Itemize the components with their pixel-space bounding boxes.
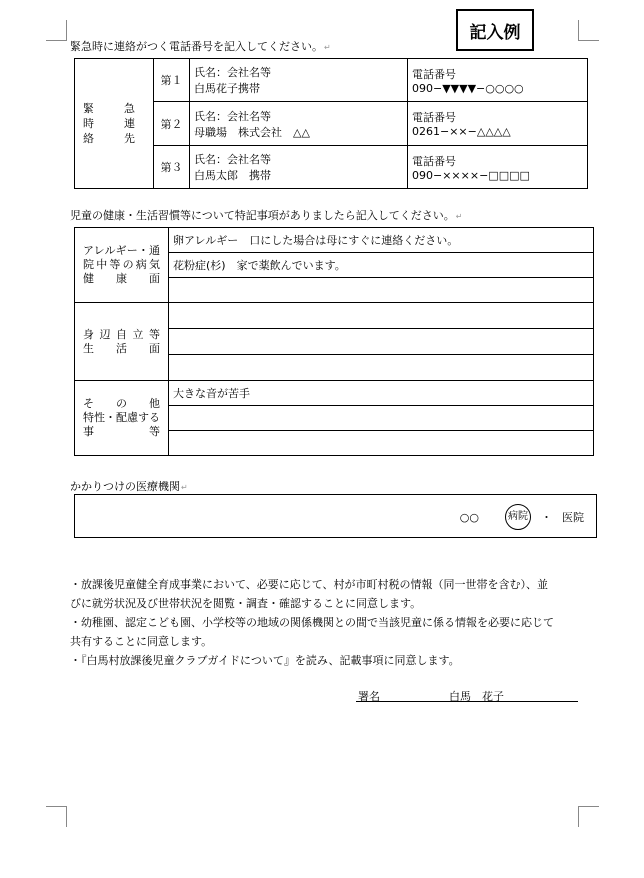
consent-line: ・『白馬村放課後児童クラブガイドについて』を読み、記載事項に同意します。 [70,654,460,667]
clinic-label: かかりつけの医療機関↵ [70,480,188,493]
health-entry[interactable] [169,278,594,303]
crop-mark-bottom-right [578,806,599,827]
other-entry[interactable]: 大きな音が苦手 [169,381,594,406]
health-intro: 児童の健康・生活習慣等について特記事項がありましたら記入してください。↵ [70,209,463,222]
emergency-intro: 緊急時に連絡がつく電話番号を記入してください。↵ [70,40,331,53]
health-category-label: アレルギー・通 院中等の病気 健 康 面 [75,228,169,303]
lifestyle-entry[interactable] [169,355,594,381]
emergency-row [75,59,588,102]
contact-name-cell[interactable]: 氏名：会社名等 母職場 株式会社 △△ [190,102,408,146]
lifestyle-entry[interactable] [169,329,594,355]
emergency-contact-table [74,58,588,189]
crop-mark-top-right [578,20,599,41]
other-category-label: そ の 他 特性・配慮する 事 等 [75,381,169,456]
contact-phone-cell[interactable]: 電話番号 090−▼▼▼▼−○○○○ [408,59,588,102]
lifestyle-entry[interactable] [169,303,594,329]
signature-value[interactable]: 白馬 花子 [449,690,504,703]
example-stamp: 記入例 [456,9,534,51]
health-entry[interactable]: 花粉症(杉) 家で薬飲んでいます。 [169,253,594,278]
consent-text [70,575,590,670]
clinic-separator: ・ [541,511,552,524]
contact-order: 第３ [154,146,190,189]
health-notes-table [74,227,594,456]
crop-mark-bottom-left [46,806,67,827]
clinic-type-alt: 医院 [562,511,584,524]
contact-name-cell[interactable]: 氏名：会社名等 白馬花子携帯 [190,59,408,102]
other-entry[interactable] [169,406,594,431]
consent-line: 共有することに同意します。 [70,635,213,648]
signature-line [356,700,578,702]
signature-label: 署名 [358,690,380,703]
contact-name-cell[interactable]: 氏名：会社名等 白馬太郎 携帯 [190,146,408,189]
contact-order: 第１ [154,59,190,102]
consent-line: ・幼稚園、認定こども園、小学校等の地域の関係機関との間で当該児童に係る情報を必要に応じて [70,616,554,629]
clinic-box[interactable] [74,494,597,538]
clinic-type-hospital-circled: 病院 [505,504,531,530]
lifestyle-category-label: 身辺自立等 生 活 面 [75,303,169,381]
consent-line: びに就労状況及び世帯状況を閲覧・調査・確認することに同意します。 [70,597,422,610]
emergency-category-label: 緊急時連絡先 [75,59,154,189]
consent-line: ・放課後児童健全育成事業において、必要に応じて、村が市町村税の情報（同一世帯を含む）、並 [70,578,549,591]
clinic-name: ○○ [459,510,479,524]
crop-mark-top-left [46,20,67,41]
contact-phone-cell[interactable]: 電話番号 090−××××−□□□□ [408,146,588,189]
contact-order: 第２ [154,102,190,146]
contact-phone-cell[interactable]: 電話番号 0261−××−△△△△ [408,102,588,146]
health-entry[interactable]: 卵アレルギー 口にした場合は母にすぐに連絡ください。 [169,228,594,253]
other-entry[interactable] [169,431,594,456]
